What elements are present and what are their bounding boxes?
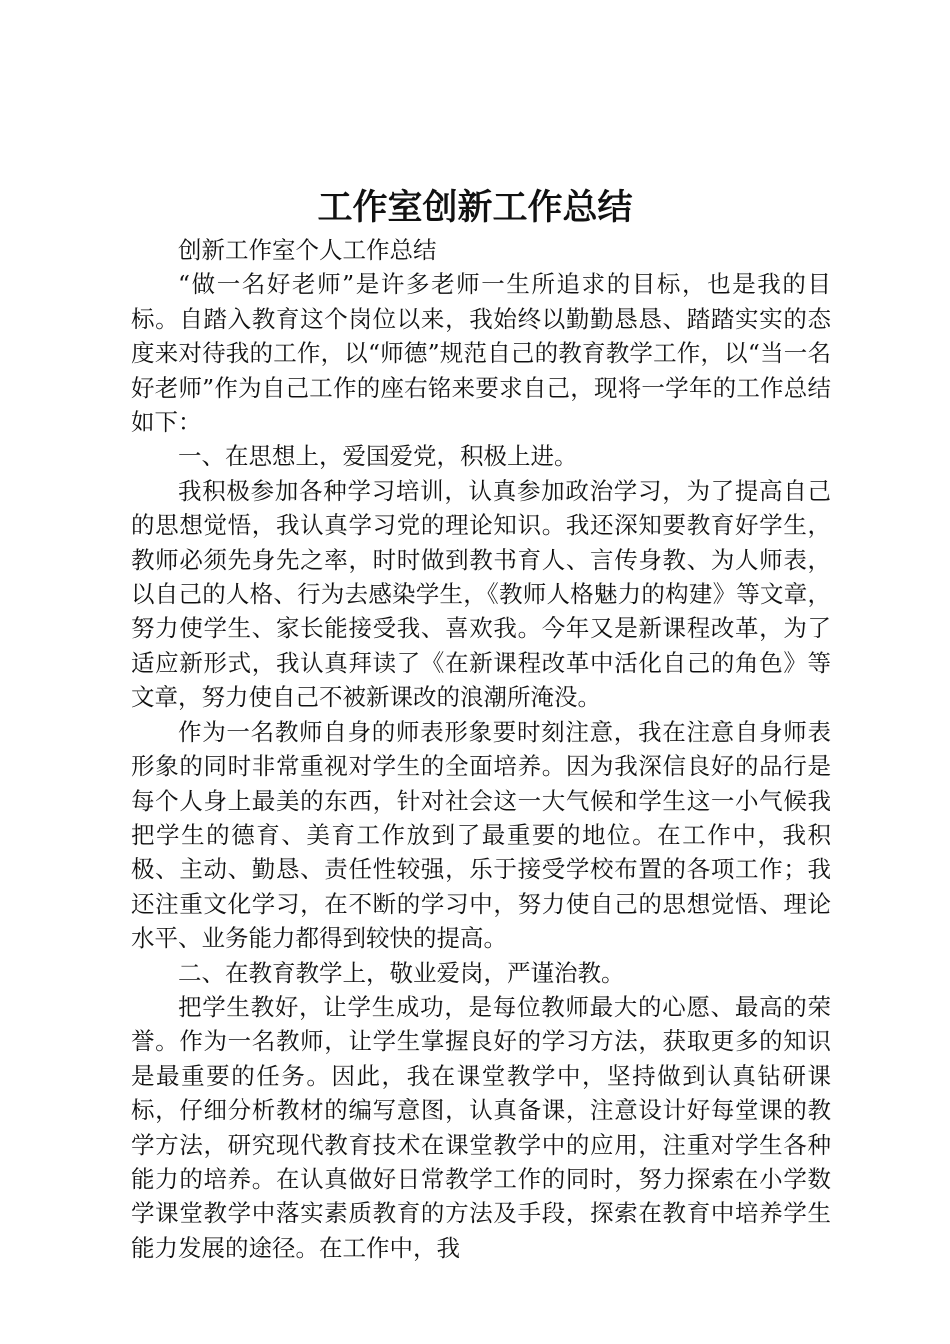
body-paragraph: 把学生教好，让学生成功，是每位教师最大的心愿、最高的荣誉。作为一名教师，让学生掌握良好的学习方法，获取更多的知识是最重要的任务。因此，我在课堂教学中，坚持做到认真钻研课标，仔细分析教材的编写意图，认真备课，注意设计好每堂课的教学方法，研究现代教育技术在课堂教学中的应用，注重对学生各种能力的培养。在认真做好日常教学工作的同时，努力探索在小学数学课堂教学中落实素质教育的方法及手段，探索在教育中培养学生能力发展的途径。在工作中，我 — [131, 992, 831, 1262]
section-heading-teaching: 二、在教育教学上，敬业爱岗，严谨治教。 — [178, 958, 625, 987]
document-body — [131, 233, 831, 1265]
subtitle-paragraph: 创新工作室个人工作总结 — [178, 236, 437, 264]
body-paragraph: 我积极参加各种学习培训，认真参加政治学习，为了提高自己的思想觉悟，我认真学习党的理论知识。我还深知要教育好学生，教师必须先身先之率，时时做到教书育人、言传身教、为人师表，以自己的人格、行为去感染学生，《教师人格魅力的构建》等文章，努力使学生、家长能接受我、喜欢我。今年又是新课程改革，为了适应新形式，我认真拜读了《在新课程改革中活化自己的角色》等文章，努力使自己不被新课改的浪潮所淹没。 — [131, 476, 831, 712]
intro-paragraph: “做一名好老师”是许多老师一生所追求的目标，也是我的目标。自踏入教育这个岗位以来，我始终以勤勤恳恳、踏踏实实的态度来对待我的工作，以“师德”规范自己的教育教学工作，以“当一名好老师”作为自己工作的座右铭来要求自己，现将一学年的工作总结如下： — [131, 270, 831, 437]
section-heading-ideology: 一、在思想上，爱国爱党，积极上进。 — [178, 442, 578, 471]
document-title: 工作室创新工作总结 — [317, 187, 633, 228]
body-paragraph: 作为一名教师自身的师表形象要时刻注意，我在注意自身师表形象的同时非常重视对学生的全面培养。因为我深信良好的品行是每个人身上最美的东西，针对社会这一大气候和学生这一小气候我把学生的德育、美育工作放到了最重要的地位。在工作中，我积极、主动、勤恳、责任性较强，乐于接受学校布置的各项工作；我还注重文化学习，在不断的学习中，努力使自己的思想觉悟、理论水平、业务能力都得到较快的提高。 — [131, 717, 831, 953]
